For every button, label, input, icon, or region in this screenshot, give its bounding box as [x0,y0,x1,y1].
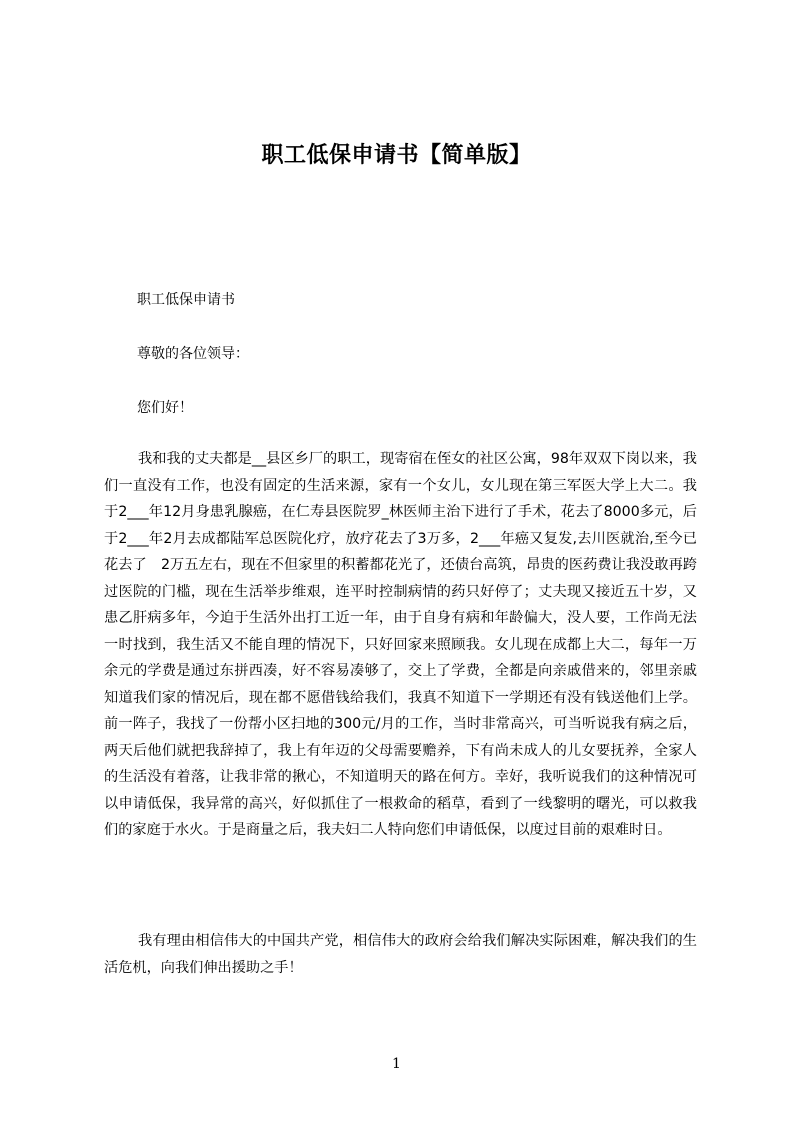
document-title: 职工低保申请书【简单版】 [261,143,532,168]
body-paragraph-main: 我和我的丈夫都是__县区乡厂的职工，现寄宿在侄女的社区公寓，98年双双下岗以来，我们一直没有工作，也没有固定的生活来源，家有一个女儿，女儿现在第三军医大学上大二。我于2___年12月身患乳腺癌，在仁寿县医院罗_林医师主治下进行了手术，花去了8000多元，后于2___年2月去成都陆军总医院化疗，放疗花去了3万多，2___年癌又复发,去川医就治,至今已花去了 2万五左右，现在不但家里的积蓄都花光了，还债台高筑，昂贵的医药费让我没敢再跨过医院的门槛，现在生活举步维艰，连平时控制病情的药只好停了；丈夫现又接近五十岁，又患乙肝病多年，今迫于生活外出打工近一年，由于自身有病和年龄偏大，没人要，工作尚无法一时找到，我生活又不能自理的情况下，只好回家来照顾我。女儿现在成都上大二，每年一万余元的学费是通过东拼西凑，好不容易凑够了，交上了学费，全都是向亲戚借来的，邻里亲戚知道我们家的情况后，现在都不愿借钱给我们，我真不知道下一学期还有没有钱送他们上学。前一阵子，我找了一份帮小区扫地的300元/月的工作，当时非常高兴，可当听说我有病之后，两天后他们就把我辞掉了，我上有年迈的父母需要赡养，下有尚未成人的儿女要抚养，全家人的生活没有着落，让我非常的揪心，不知道明天的路在何方。幸好，我听说我们的这种情况可以申请低保，我异常的高兴，好似抓住了一根救命的稻草，看到了一线黎明的曙光，可以救我们的家庭于水火。于是商量之后，我夫妇二人特向您们申请低保，以度过目前的艰难时日。 [104,451,697,838]
page-number: 1 [392,1056,401,1072]
body-paragraph-closing: 我有理由相信伟大的中国共产党，相信伟大的政府会给我们解决实际困难，解决我们的生活危机，向我们伸出援助之手！ [104,933,697,976]
salutation: 尊敬的各位领导： [137,346,249,362]
letter-heading: 职工低保申请书 [137,292,235,308]
greeting: 您们好！ [137,400,193,416]
